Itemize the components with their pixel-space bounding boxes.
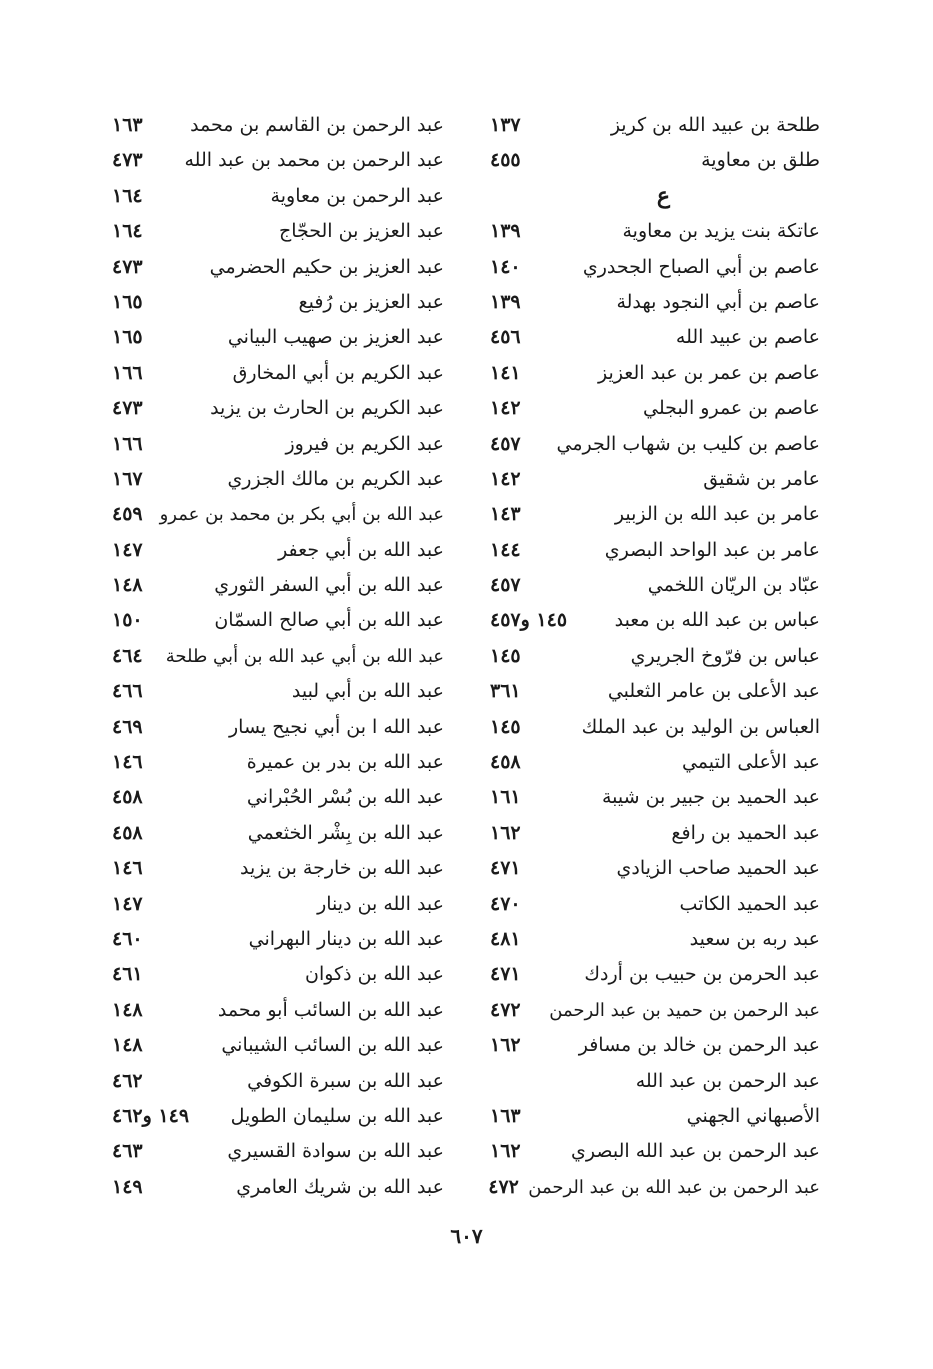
entry-page-refs: ١٤٩ و٤٦٢ [112, 1104, 190, 1127]
entry-page-refs: ٤٨١ [490, 927, 521, 950]
entry-page-refs: ١٦١ [490, 786, 521, 809]
entry-page-refs: ١٦٦ [112, 432, 143, 455]
index-entry [490, 1170, 820, 1205]
index-entry [490, 356, 820, 391]
entry-name: عاصم بن عمر بن عبد العزيز [598, 361, 820, 384]
entry-name: عباس بن عبد الله بن معبد [614, 609, 820, 632]
entry-page-refs: ١٦٥ [112, 326, 143, 349]
index-entry [490, 1134, 820, 1169]
index-entry [112, 1028, 444, 1063]
entry-name: عبد العزيز بن حكيم الحضرمي [209, 255, 444, 278]
entry-name: عبد الرحمن بن عبد الله بن عبد الرحمن [528, 1176, 820, 1198]
entry-name: عبد الحميد بن رافع [671, 821, 820, 844]
entry-page-refs: ١٦٦ [112, 361, 143, 384]
entry-name: عبد الله بن ذكوان [304, 963, 444, 986]
entry-name: عبد الحميد الكاتب [679, 892, 820, 915]
entry-name: عبد العزيز بن الحجّاج [278, 220, 444, 243]
page-number: ٦٠٧ [450, 1224, 483, 1248]
entry-name: عبد الكريم بن الحارث بن يزيد [210, 397, 444, 420]
entry-name: الأصبهاني الجهني [686, 1104, 820, 1127]
entry-page-refs: ١٤٨ [112, 998, 143, 1021]
index-entry [112, 1064, 444, 1099]
entry-name: عبد الله بن دينار البهراني [248, 927, 444, 950]
index-entry [112, 851, 444, 886]
entry-name: عاصم بن عبيد الله [675, 326, 820, 349]
entry-page-refs: ١٤٨ [112, 1034, 143, 1057]
entry-name: عبد الله ا بن أبي نجيح يسار [228, 715, 444, 738]
entry-name: عاصم بن عمرو البجلي [643, 397, 820, 420]
entry-page-refs: ١٤٠ [490, 255, 521, 278]
index-entry [112, 356, 444, 391]
index-entry [112, 957, 444, 992]
index-entry [112, 568, 444, 603]
entry-page-refs: ١٤٢ [490, 467, 521, 490]
index-entry [490, 462, 820, 497]
index-entry [490, 427, 820, 462]
entry-name: عبد الرحمن بن عبد الله البصري [571, 1140, 820, 1163]
entry-page-refs: ٤٥٨ [490, 751, 521, 774]
entry-name: عبد الرحمن بن عبد الله [635, 1069, 820, 1092]
entry-name: عامر بن عبد الواحد البصري [604, 538, 820, 561]
index-entry [490, 568, 820, 603]
entry-name: عبد الله بن أبي صالح السمّان [214, 609, 444, 632]
entry-page-refs: ٤٥٦ [490, 326, 521, 349]
entry-name: عبّاد بن الريّان اللخمي [647, 574, 820, 597]
entry-page-refs: ١٦٢ [490, 821, 521, 844]
entry-page-refs: ١٦٧ [112, 467, 143, 490]
entry-page-refs: ٤٦٠ [112, 927, 143, 950]
entry-page-refs: ٤٦٣ [112, 1140, 143, 1163]
index-entry [490, 497, 820, 532]
index-entry [490, 391, 820, 426]
entry-page-refs: ١٤٥ [490, 644, 521, 667]
entry-name: عبد الكريم بن أبي المخارق [232, 361, 444, 384]
entry-page-refs: ١٦٣ [112, 114, 143, 136]
entry-page-refs: ٤٧٢ [490, 998, 521, 1021]
index-entry [112, 285, 444, 320]
entry-page-refs: ١٣٧ [490, 114, 521, 136]
entry-name: طلحة بن عبيد الله بن كريز [610, 114, 820, 136]
entry-name: عبد الرحمن بن معاوية [270, 184, 444, 207]
index-entry [112, 603, 444, 638]
index-entry [490, 639, 820, 674]
entry-page-refs: ١٦٥ [112, 290, 143, 313]
entry-name: العباس بن الوليد بن عبد الملك [581, 715, 820, 738]
entry-name: عاتكة بنت يزيد بن معاوية [622, 220, 820, 243]
index-entry [490, 993, 820, 1028]
index-column-left [112, 108, 444, 1205]
entry-page-refs: ٤٦٩ [112, 715, 143, 738]
entry-page-refs: ١٤٦ [112, 857, 143, 880]
entry-name: عبد الله بن أبي السفر الثوري [214, 574, 444, 597]
index-entry [112, 993, 444, 1028]
index-entry [490, 1099, 820, 1134]
entry-page-refs: ٤٦٦ [112, 680, 143, 703]
index-entry [112, 780, 444, 815]
entry-name: عبد الله بن بُسْر الحُبْراني [246, 786, 444, 809]
index-entry [490, 533, 820, 568]
index-entry [490, 674, 820, 709]
entry-name: عبد الكريم بن فيروز [285, 432, 444, 455]
index-entry [490, 851, 820, 886]
index-entry [490, 887, 820, 922]
index-entry [490, 250, 820, 285]
index-column-right [490, 108, 820, 1205]
index-entry [112, 1170, 444, 1205]
entry-name: عبد الله بن السائب أبو محمد [217, 998, 444, 1021]
entry-name: عبد الحرمن بن حبيب بن أردك [584, 963, 820, 986]
entry-name: عبد الله بن أبي بكر بن محمد بن عمرو [159, 504, 444, 526]
entry-name: عامر بن شقيق [703, 467, 820, 490]
entry-page-refs: ١٦٤ [112, 184, 143, 207]
entry-page-refs: ٤٧٣ [112, 255, 143, 278]
entry-page-refs: ١٤١ [490, 361, 521, 384]
entry-page-refs: ١٤٧ [112, 538, 143, 561]
entry-page-refs: ١٤٥ و٤٥٧ [490, 609, 568, 632]
index-entry [112, 108, 444, 143]
entry-page-refs: ٤٧١ [490, 963, 521, 986]
index-entry [112, 427, 444, 462]
index-entry [112, 320, 444, 355]
entry-page-refs: ٤٦٤ [112, 644, 143, 667]
entry-page-refs: ٤٦١ [112, 963, 143, 986]
index-entry [490, 143, 820, 178]
index-entry [112, 1134, 444, 1169]
entry-name: عبد الله بن سليمان الطويل [230, 1104, 444, 1127]
entry-name: عباس بن فرّوخ الجريري [630, 644, 820, 667]
entry-name: عبد الله بن السائب الشيباني [221, 1034, 444, 1057]
entry-name: عبد الله بن خارجة بن يزيد [240, 857, 444, 880]
entry-name: عبد الله بن بِشْر الخثعمي [247, 821, 444, 844]
index-entry [490, 320, 820, 355]
entry-page-refs: ٤٥٥ [490, 149, 521, 172]
entry-name: عبد الرحمن بن حميد بن عبد الرحمن [549, 999, 820, 1021]
index-entry [490, 710, 820, 745]
entry-name: عبد الله بن أبي جعفر [278, 538, 444, 561]
index-entry [490, 922, 820, 957]
entry-page-refs: ٤٧٣ [112, 149, 143, 172]
entry-page-refs: ٤٥٨ [112, 821, 143, 844]
entry-page-refs: ٤٦٢ [112, 1069, 143, 1092]
entry-name: عبد الله بن دينار [317, 892, 444, 915]
index-entry [112, 710, 444, 745]
index-entry [112, 887, 444, 922]
entry-page-refs: ٤٥٧ [490, 432, 521, 455]
index-entry [112, 533, 444, 568]
entry-name: عبد العزيز بن رُفيع [298, 290, 444, 313]
entry-page-refs: ١٥٠ [112, 609, 143, 632]
entry-name: عبد الرحمن بن القاسم بن محمد [190, 114, 444, 136]
index-entry [490, 816, 820, 851]
entry-page-refs: ١٦٣ [490, 1104, 521, 1127]
entry-name: عبد العزيز بن صهيب البياني [227, 326, 444, 349]
entry-page-refs: ٤٥٧ [490, 574, 521, 597]
entry-name: عبد ربه بن سعيد [689, 927, 820, 950]
entry-name: عاصم بن كليب بن شهاب الجرمي [556, 432, 820, 455]
entry-name: عامر بن عبد الله بن الزبير [614, 503, 820, 526]
entry-page-refs: ٤٧١ [490, 857, 521, 880]
entry-name: عبد الله بن أبي عبد الله بن أبي طلحة [165, 645, 444, 667]
entry-page-refs: ١٤٨ [112, 574, 143, 597]
index-entry [490, 1028, 820, 1063]
entry-page-refs: ١٤٥ [490, 715, 521, 738]
index-entry [490, 745, 820, 780]
entry-page-refs: ١٤٣ [490, 503, 521, 526]
index-entry [490, 1064, 820, 1099]
entry-page-refs: ١٤٤ [490, 538, 521, 561]
index-entry [112, 179, 444, 214]
entry-name: عبد الحميد صاحب الزيادي [616, 857, 820, 880]
index-entry [112, 1099, 444, 1134]
index-entry [112, 143, 444, 178]
index-entry [490, 285, 820, 320]
entry-name: عبد الرحمن بن محمد بن عبد الله [184, 149, 444, 172]
entry-page-refs: ٤٧٢ [488, 1175, 519, 1198]
entry-name: عبد الله بن بدر بن عميرة [246, 751, 444, 774]
entry-page-refs: ٤٥٨ [112, 786, 143, 809]
index-entry [112, 922, 444, 957]
entry-name: عبد الحميد بن جبير بن شيبة [601, 786, 820, 809]
index-entry [490, 780, 820, 815]
index-entry [112, 250, 444, 285]
entry-name: عبد الكريم بن مالك الجزري [227, 467, 444, 490]
entry-name: عبد الرحمن بن خالد بن مسافر [578, 1034, 820, 1057]
entry-page-refs: ٣٦١ [490, 680, 521, 703]
index-entry [490, 214, 820, 249]
entry-page-refs: ١٤٢ [490, 397, 521, 420]
index-entry [112, 816, 444, 851]
entry-page-refs: ٤٧٠ [490, 892, 521, 915]
index-entry [112, 391, 444, 426]
entry-page-refs: ١٣٩ [490, 290, 521, 313]
index-entry [112, 674, 444, 709]
index-entry [490, 603, 820, 638]
index-entry [112, 462, 444, 497]
entry-name: عاصم بن أبي الصباح الجحدري [582, 255, 820, 278]
entry-page-refs: ١٤٧ [112, 892, 143, 915]
entry-page-refs: ١٦٤ [112, 220, 143, 243]
entry-page-refs: ١٦٢ [490, 1140, 521, 1163]
entry-name: عبد الله بن شريك العامري [236, 1175, 444, 1198]
index-entry [112, 639, 444, 674]
entry-name: عاصم بن أبي النجود بهدلة [616, 290, 820, 313]
entry-page-refs: ١٦٢ [490, 1034, 521, 1057]
entry-page-refs: ٤٧٣ [112, 397, 143, 420]
entry-name: عبد الأعلى التيمي [681, 751, 820, 774]
entry-page-refs: ٤٥٩ [112, 503, 143, 526]
entry-name: عبد الله بن سوادة القسيري [227, 1140, 444, 1163]
index-entry [112, 497, 444, 532]
index-entry [112, 214, 444, 249]
section-letter-heading: ع [656, 182, 670, 209]
entry-page-refs: ١٣٩ [490, 220, 521, 243]
entry-name: عبد الله بن أبي لبيد [291, 680, 444, 703]
entry-page-refs: ١٤٦ [112, 751, 143, 774]
entry-page-refs: ١٤٩ [112, 1175, 143, 1198]
entry-name: عبد الله بن سبرة الكوفي [247, 1069, 444, 1092]
index-entry [490, 108, 820, 143]
index-entry [112, 745, 444, 780]
entry-name: عبد الأعلى بن عامر الثعلبي [607, 680, 820, 703]
index-entry [490, 957, 820, 992]
entry-name: طلق بن معاوية [701, 149, 820, 172]
